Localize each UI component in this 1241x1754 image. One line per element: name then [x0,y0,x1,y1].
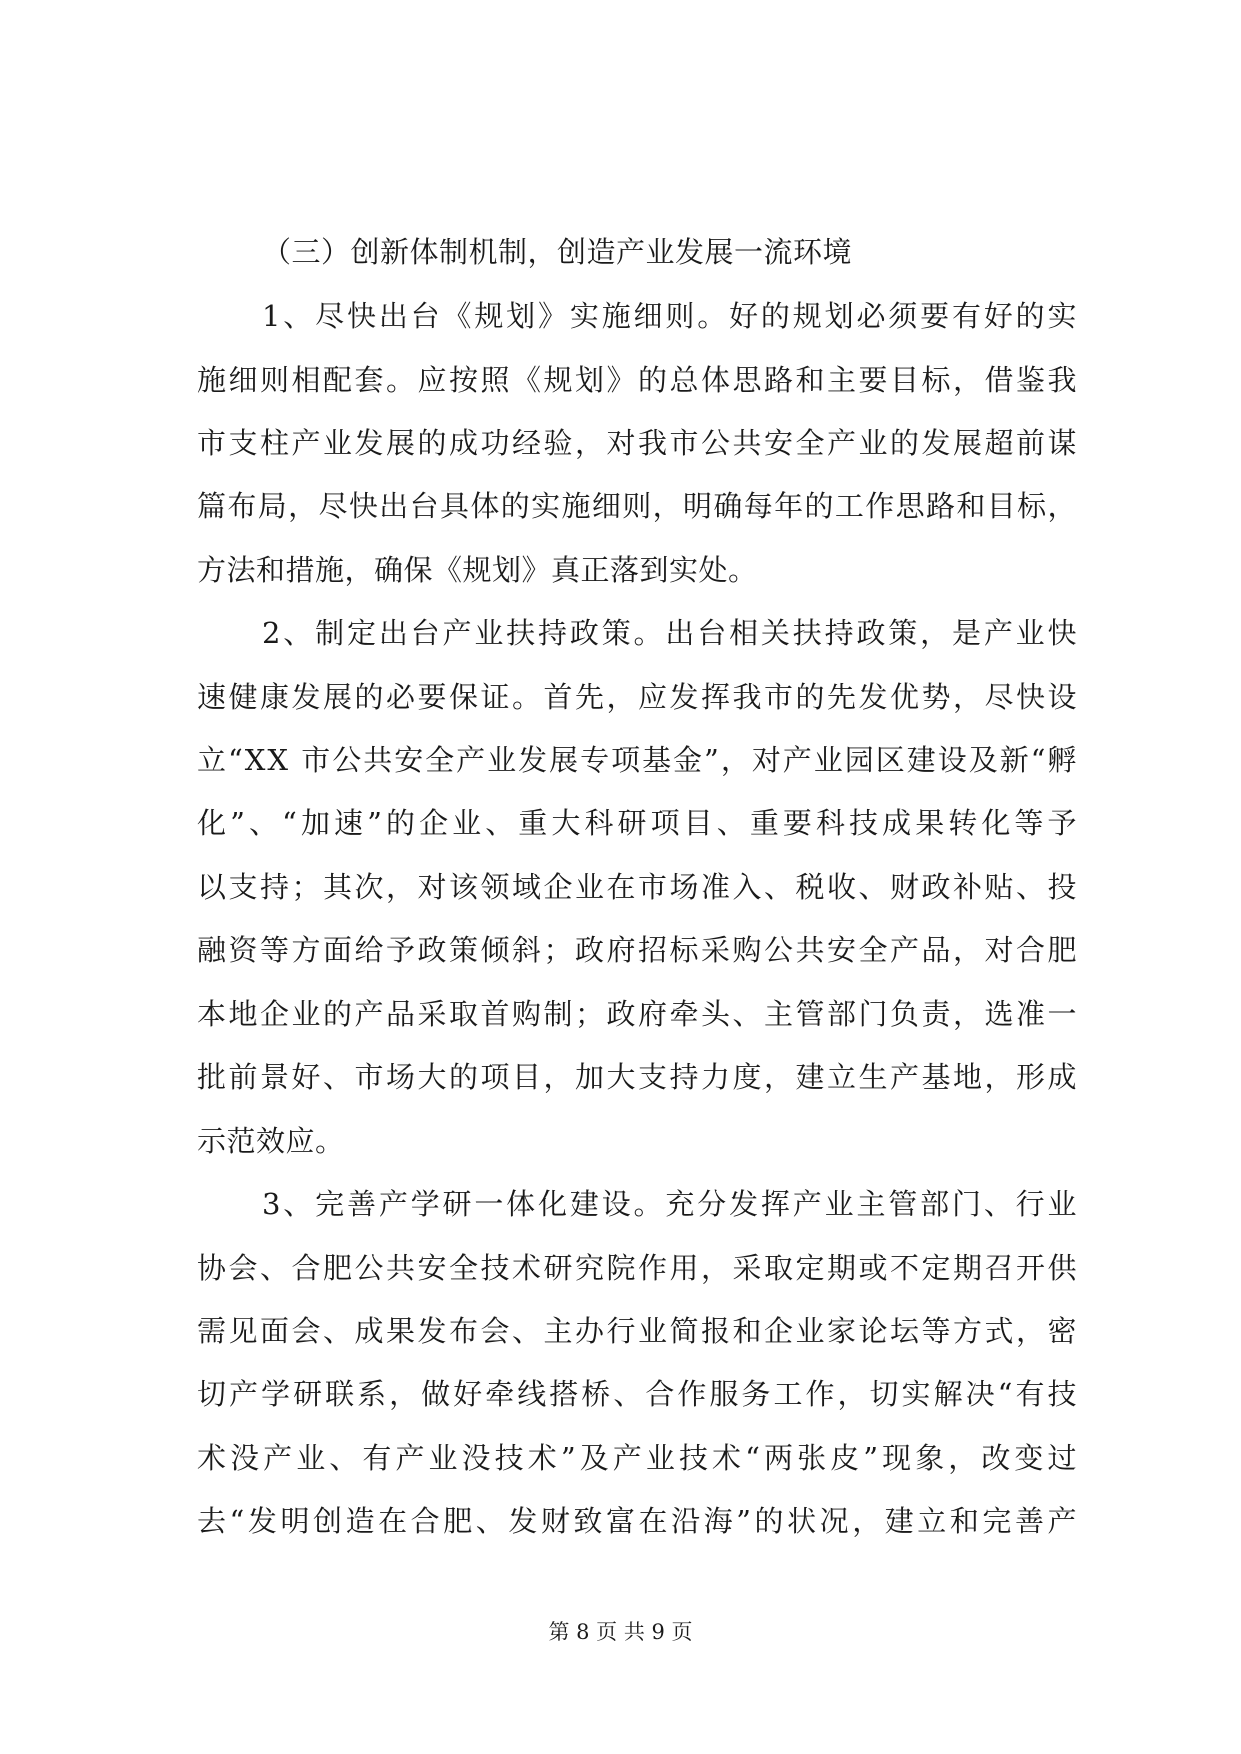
paragraph-1-line-2: 施细则相配套。应按照《规划》的总体思路和主要目标，借鉴我 [197,363,1079,397]
paragraph-2-line-9: 示范效应。 [197,1124,345,1158]
paragraph-2-line-1: 2、制定出台产业扶持政策。出台相关扶持政策，是产业快 [262,616,1080,650]
paragraph-1-line-4: 篇布局，尽快出台具体的实施细则，明确每年的工作思路和目标， [197,489,1078,523]
paragraph-2-line-3: 立“XX 市公共安全产业发展专项基金”，对产业园区建设及新“孵 [197,743,1079,777]
section-heading: （三）创新体制机制，创造产业发展一流环境 [262,235,853,269]
paragraph-1-line-5: 方法和措施，确保《规划》真正落到实处。 [197,553,758,587]
paragraph-3-line-4: 切产学研联系，做好牵线搭桥、合作服务工作，切实解决“有技 [197,1377,1080,1411]
paragraph-3-line-5: 术没产业、有产业没技术”及产业技术“两张皮”现象，改变过 [197,1441,1081,1475]
paragraph-2-line-5: 以支持；其次，对该领域企业在市场准入、税收、财政补贴、投 [197,870,1079,904]
paragraph-3-line-6: 去“发明创造在合肥、发财致富在沿海”的状况，建立和完善产 [197,1504,1081,1538]
paragraph-2-line-2: 速健康发展的必要保证。首先，应发挥我市的先发优势，尽快设 [197,680,1079,714]
paragraph-1-line-1: 1、尽快出台《规划》实施细则。好的规划必须要有好的实 [262,299,1080,333]
paragraph-2-line-7: 本地企业的产品采取首购制；政府牵头、主管部门负责，选准一 [197,997,1079,1031]
paragraph-3-line-1: 3、完善产学研一体化建设。充分发挥产业主管部门、行业 [262,1187,1080,1221]
paragraph-2-line-4: 化”、“加速”的企业、重大科研项目、重要科技成果转化等予 [197,806,1081,840]
paragraph-2-line-6: 融资等方面给予政策倾斜；政府招标采购公共安全产品，对合肥 [197,933,1079,967]
paragraph-2-line-8: 批前景好、市场大的项目，加大支持力度，建立生产基地，形成 [197,1060,1079,1094]
paragraph-3-line-2: 协会、合肥公共安全技术研究院作用，采取定期或不定期召开供 [197,1251,1079,1285]
paragraph-3-line-3: 需见面会、成果发布会、主办行业简报和企业家论坛等方式，密 [197,1314,1079,1348]
paragraph-1-line-3: 市支柱产业发展的成功经验，对我市公共安全产业的发展超前谋 [197,426,1079,460]
page-number-footer: 第 8 页 共 9 页 [548,1620,693,1644]
